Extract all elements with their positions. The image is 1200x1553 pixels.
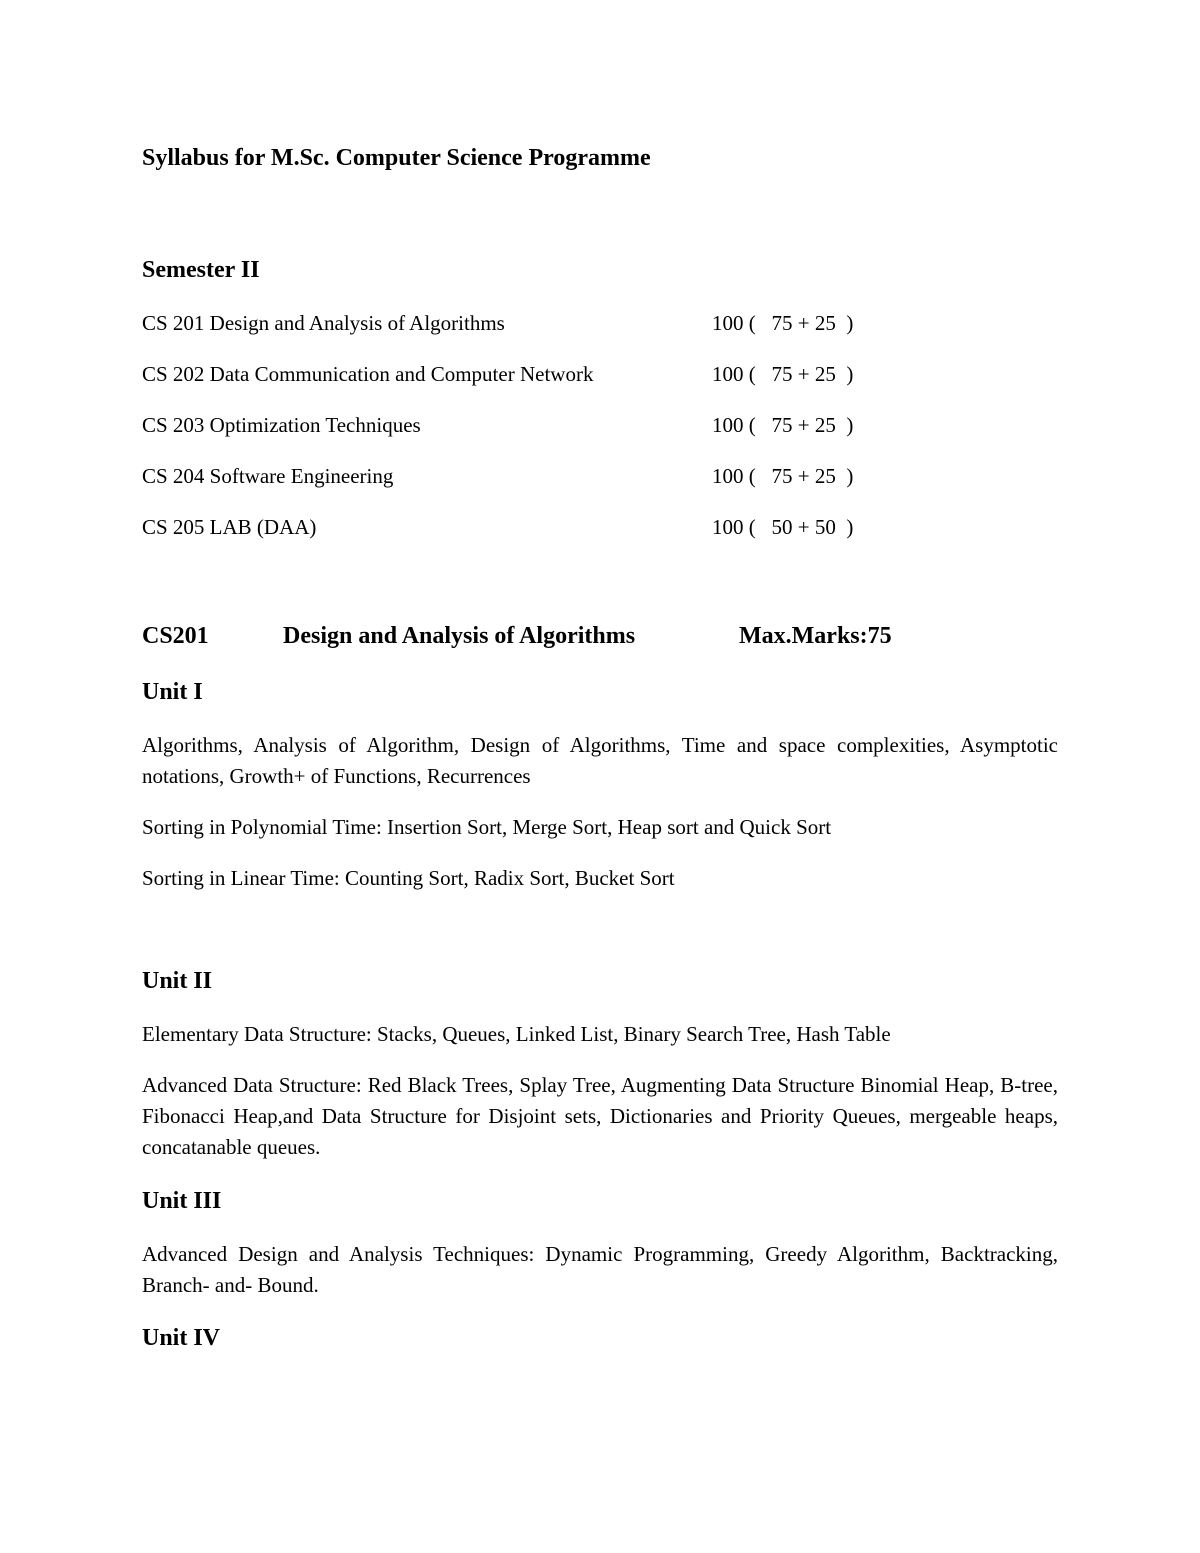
course-marks: 100 ( 75 + 25 ) <box>712 464 854 488</box>
semester-heading: Semester II <box>142 257 260 283</box>
course-row <box>142 308 902 338</box>
course-marks: 100 ( 50 + 50 ) <box>712 515 854 539</box>
course-marks: 100 ( 75 + 25 ) <box>712 311 854 335</box>
unit-paragraph: Elementary Data Structure: Stacks, Queues, Linked List, Binary Search Tree, Hash Table <box>142 1022 891 1046</box>
course-row <box>142 461 902 491</box>
document-title: Syllabus for M.Sc. Computer Science Programme <box>142 145 651 171</box>
course-row <box>142 410 902 440</box>
unit-paragraph: Sorting in Polynomial Time: Insertion Sort, Merge Sort, Heap sort and Quick Sort <box>142 815 832 839</box>
max-marks: Max.Marks:75 <box>739 623 892 649</box>
course-name: CS 205 LAB (DAA) <box>142 515 317 539</box>
unit-heading: Unit I <box>142 679 203 705</box>
unit-paragraph: Sorting in Linear Time: Counting Sort, Radix Sort, Bucket Sort <box>142 866 675 890</box>
course-code: CS201 <box>142 623 209 649</box>
unit-paragraph: Advanced Data Structure: Red Black Trees, Splay Tree, Augmenting Data Structure Binomial Heap, B-tree, Fibonacci Heap,and Data Structure for Disjoint sets, Dictionaries and Priority Queues, mergeable heaps, concatanable queues. <box>142 1073 1058 1159</box>
course-title: Design and Analysis of Algorithms <box>283 623 636 649</box>
course-marks: 100 ( 75 + 25 ) <box>712 362 854 386</box>
course-section-header <box>142 619 1042 653</box>
unit-paragraph: Algorithms, Analysis of Algorithm, Design of Algorithms, Time and space complexities, Asymptotic notations, Growth+ of Functions, Recurrences <box>142 733 1058 788</box>
unit-heading: Unit III <box>142 1188 222 1214</box>
course-marks: 100 ( 75 + 25 ) <box>712 413 854 437</box>
course-row <box>142 512 902 542</box>
unit-heading: Unit II <box>142 968 213 994</box>
unit-paragraph: Advanced Design and Analysis Techniques: Dynamic Programming, Greedy Algorithm, Backtracking, Branch- and- Bound. <box>142 1242 1058 1297</box>
course-name: CS 202 Data Communication and Computer Network <box>142 362 594 386</box>
course-name: CS 201 Design and Analysis of Algorithms <box>142 311 505 335</box>
course-row <box>142 359 902 389</box>
unit-heading: Unit IV <box>142 1325 221 1351</box>
course-name: CS 204 Software Engineering <box>142 464 394 488</box>
course-name: CS 203 Optimization Techniques <box>142 413 421 437</box>
